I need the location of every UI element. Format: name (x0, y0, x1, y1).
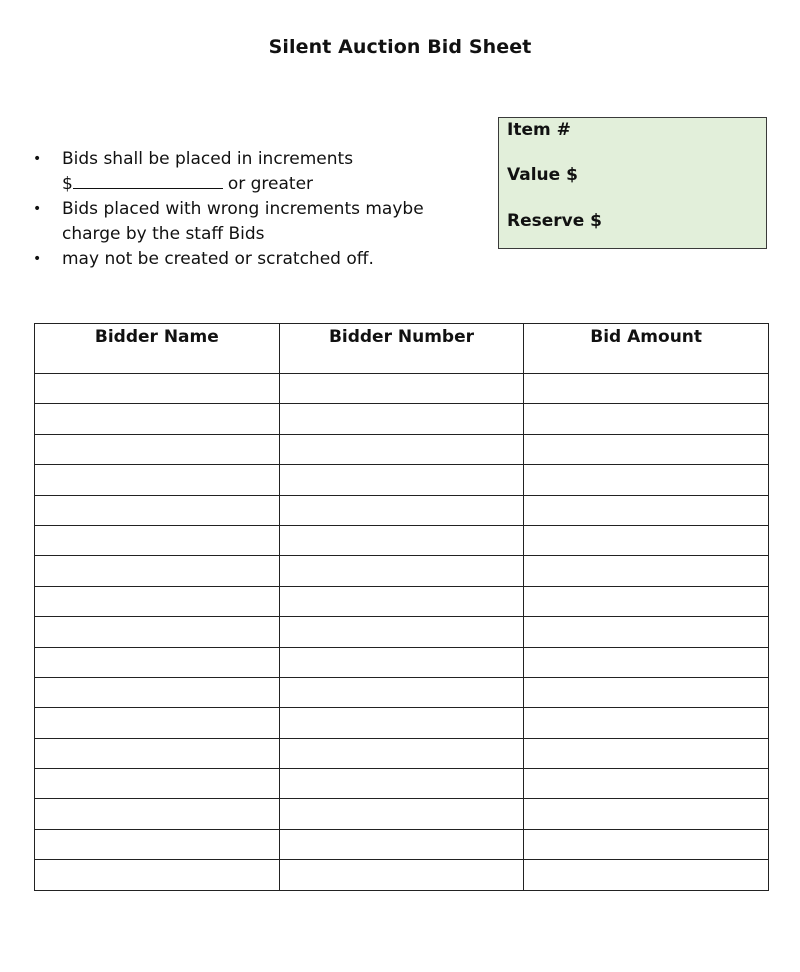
currency-symbol: $ (62, 174, 73, 194)
bid-amount-cell[interactable] (524, 617, 769, 647)
table-row (35, 617, 769, 647)
bidder-name-cell[interactable] (35, 738, 280, 768)
header-bidder-number: Bidder Number (279, 324, 524, 374)
bidder-name-cell[interactable] (35, 465, 280, 495)
table-row (35, 434, 769, 464)
rule-increments-text: Bids shall be placed in increments (62, 149, 354, 169)
bidder-name-cell[interactable] (35, 525, 280, 555)
bidder-number-cell[interactable] (279, 556, 524, 586)
table-row (35, 860, 769, 890)
bidder-number-cell[interactable] (279, 495, 524, 525)
bid-amount-cell[interactable] (524, 525, 769, 555)
bidder-number-cell[interactable] (279, 404, 524, 434)
bidder-number-cell[interactable] (279, 525, 524, 555)
item-info-box (498, 117, 767, 249)
bidder-name-cell[interactable] (35, 495, 280, 525)
table-row (35, 556, 769, 586)
bidder-number-cell[interactable] (279, 647, 524, 677)
table-row (35, 769, 769, 799)
bidder-number-cell[interactable] (279, 586, 524, 616)
bidder-name-cell[interactable] (35, 708, 280, 738)
bidder-name-cell[interactable] (35, 647, 280, 677)
rule-item-increments (32, 147, 472, 197)
table-row (35, 525, 769, 555)
bidder-number-cell[interactable] (279, 829, 524, 859)
bid-rows (35, 374, 769, 891)
bidder-name-cell[interactable] (35, 799, 280, 829)
bidder-number-cell[interactable] (279, 465, 524, 495)
page-title: Silent Auction Bid Sheet (268, 36, 532, 58)
bidder-name-cell[interactable] (35, 404, 280, 434)
bid-amount-cell[interactable] (524, 799, 769, 829)
bidder-number-cell[interactable] (279, 374, 524, 404)
bid-amount-cell[interactable] (524, 647, 769, 677)
table-row (35, 374, 769, 404)
bid-amount-cell[interactable] (524, 586, 769, 616)
bidder-number-cell[interactable] (279, 677, 524, 707)
bidder-number-cell[interactable] (279, 617, 524, 647)
bidder-name-cell[interactable] (35, 556, 280, 586)
bid-amount-cell[interactable] (524, 769, 769, 799)
table-header-row (35, 324, 769, 374)
bullet-icon: • (33, 151, 42, 167)
bidder-name-cell[interactable] (35, 434, 280, 464)
rule-item-wrong-increments (32, 197, 472, 247)
item-value-label: Value $ (507, 165, 578, 185)
bid-amount-cell[interactable] (524, 738, 769, 768)
header-bid-amount: Bid Amount (524, 324, 769, 374)
increment-blank-line (73, 172, 223, 189)
table-row (35, 829, 769, 859)
rule-scratched-text: may not be created or scratched off. (62, 249, 374, 269)
bid-amount-cell[interactable] (524, 374, 769, 404)
bid-table (34, 323, 769, 891)
bidder-name-cell[interactable] (35, 860, 280, 890)
bidder-name-cell[interactable] (35, 586, 280, 616)
table-row (35, 677, 769, 707)
bid-amount-cell[interactable] (524, 829, 769, 859)
bidder-number-cell[interactable] (279, 738, 524, 768)
bidder-name-cell[interactable] (35, 677, 280, 707)
header-bidder-name: Bidder Name (35, 324, 280, 374)
item-reserve-label: Reserve $ (507, 211, 603, 231)
table-row (35, 495, 769, 525)
rule-wrong-increments-text: Bids placed with wrong increments maybe charge by the staff Bids (62, 199, 424, 244)
table-row (35, 465, 769, 495)
bidder-number-cell[interactable] (279, 434, 524, 464)
bid-amount-cell[interactable] (524, 434, 769, 464)
table-row (35, 586, 769, 616)
bullet-icon: • (33, 251, 42, 267)
bidder-number-cell[interactable] (279, 860, 524, 890)
bidder-number-cell[interactable] (279, 708, 524, 738)
bidder-name-cell[interactable] (35, 374, 280, 404)
bid-amount-cell[interactable] (524, 860, 769, 890)
table-row (35, 799, 769, 829)
rule-item-scratched (32, 247, 472, 272)
bullet-icon: • (33, 201, 42, 217)
table-row (35, 647, 769, 677)
bidder-number-cell[interactable] (279, 799, 524, 829)
bid-amount-cell[interactable] (524, 708, 769, 738)
bidder-name-cell[interactable] (35, 769, 280, 799)
table-row (35, 738, 769, 768)
bid-amount-cell[interactable] (524, 556, 769, 586)
bid-amount-cell[interactable] (524, 465, 769, 495)
rules-list (32, 147, 472, 272)
bidder-name-cell[interactable] (35, 829, 280, 859)
item-number-label: Item # (507, 120, 571, 140)
table-row (35, 708, 769, 738)
table-row (35, 404, 769, 434)
bid-amount-cell[interactable] (524, 495, 769, 525)
rule-increments-suffix: or greater (227, 174, 314, 194)
bid-amount-cell[interactable] (524, 677, 769, 707)
bidder-name-cell[interactable] (35, 617, 280, 647)
bidder-number-cell[interactable] (279, 769, 524, 799)
bid-amount-cell[interactable] (524, 404, 769, 434)
